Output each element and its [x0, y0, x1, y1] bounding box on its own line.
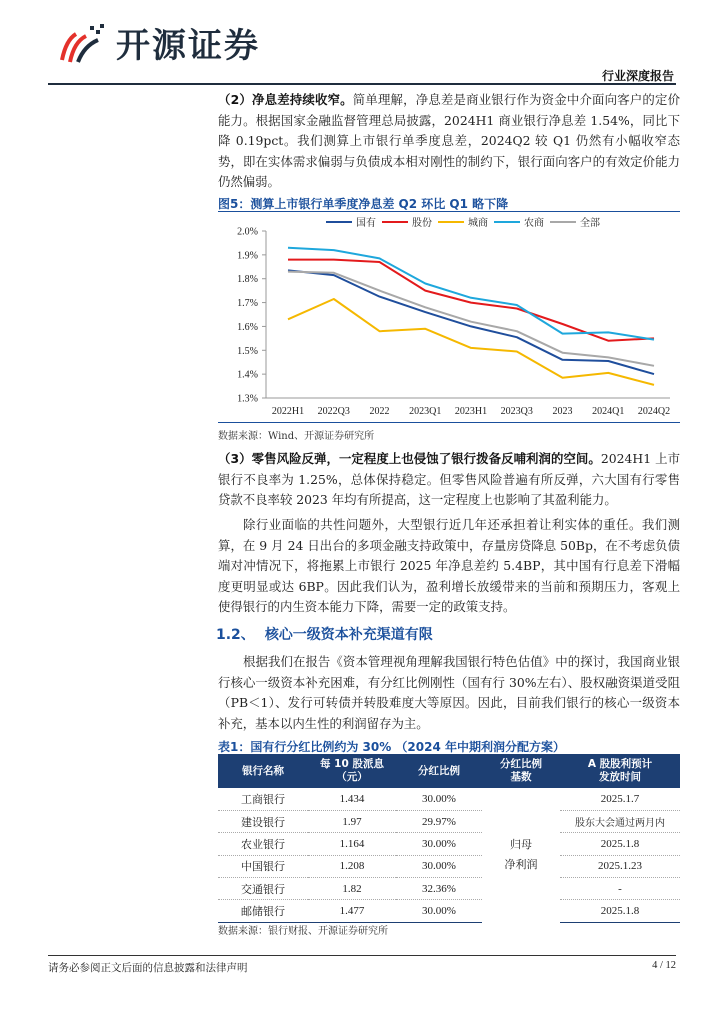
- legend-label: 国有: [356, 218, 376, 229]
- cell-dividend: 1.434: [308, 788, 396, 810]
- chart-legend: [326, 216, 600, 229]
- x-tick-label: 2022H1: [271, 406, 305, 417]
- header-ratio: 分红比例: [396, 754, 482, 788]
- cell-ratio: 30.00%: [396, 855, 482, 877]
- cell-bank: 农业银行: [218, 833, 308, 855]
- cell-bank: 邮储银行: [218, 900, 308, 922]
- cell-ratio: 32.36%: [396, 878, 482, 900]
- table-header-row: [218, 754, 680, 788]
- table-row: [218, 810, 680, 832]
- x-tick-label: 2023Q1: [409, 406, 442, 417]
- cell-base: 归母 净利润: [504, 838, 538, 872]
- cell-date: 2025.1.7: [560, 788, 680, 810]
- y-tick-label: 1.6%: [237, 321, 258, 333]
- y-tick-label: 1.5%: [237, 345, 258, 357]
- cell-bank: 工商银行: [218, 788, 308, 810]
- x-tick-label: 2024Q2: [637, 406, 671, 417]
- cell-date: 2025.1.8: [560, 900, 680, 922]
- y-tick-label: 2.0%: [237, 226, 258, 238]
- legend-label: 股份: [412, 218, 432, 229]
- table-row: [218, 855, 680, 877]
- legend-label: 城商: [468, 218, 488, 229]
- section-title: 核心一级资本补充渠道有限: [264, 627, 433, 643]
- legend-label: 农商: [524, 218, 544, 229]
- paragraph-net-interest-margin: [218, 90, 680, 193]
- cell-ratio: 30.00%: [396, 788, 482, 810]
- cell-bank: 交通银行: [218, 878, 308, 900]
- cell-date: -: [560, 878, 680, 900]
- footer-disclaimer: 请务必参阅正文后面的信息披露和法律声明: [48, 962, 248, 974]
- y-tick-label: 1.3%: [237, 393, 258, 405]
- cell-ratio: 30.00%: [396, 833, 482, 855]
- nim-line-chart: [218, 210, 680, 420]
- x-tick-label: 2022Q3: [317, 406, 350, 417]
- series-line-股份: [288, 260, 654, 341]
- cell-date: 2025.1.23: [560, 855, 680, 877]
- page-number: 4 / 12: [652, 960, 676, 971]
- header-base: 分红比例 基数: [482, 754, 560, 788]
- company-logo-icon: [56, 20, 110, 66]
- paragraph-heading: （3）零售风险反弹，一定程度上也侵蚀了银行拨备反哺利润的空间。: [218, 451, 601, 466]
- table-title: 表1：国有行分红比例约为 30% （2024 年中期利润分配方案）: [218, 740, 566, 754]
- section-number: 1.2、: [216, 627, 255, 643]
- cell-dividend: 1.477: [308, 900, 396, 922]
- table-row: [218, 878, 680, 900]
- paragraph-heading: （2）净息差持续收窄。: [218, 92, 353, 107]
- paragraph-large-banks: 除行业面临的共性问题外，大型银行近几年还承担着让利实体的重任。我们测算，在 9 月 24 日出台的多项金融支持政策中，存量房贷降息 50Bp，在不考虑负债端对冲情况下，将拖累上市银行 2025 年净息差约 5.4BP，其中国有行息差下滑幅度更明显或达 6BP。因此我们认为，盈利增长放缓带来的当前和预期压力，客观上使得银行的内生资本能力下降，需要一定的政策支持。: [218, 517, 680, 615]
- paragraph-text: 2024H1 上市银行不良率为 1.25%，总体保持稳定。但零售风险普遍有所反弹，六大国有行零售贷款不良率较 2023 年均有所提高，这一定程度上也影响了其盈利能力。: [218, 451, 680, 508]
- y-tick-label: 1.4%: [237, 369, 258, 381]
- cell-dividend: 1.82: [308, 878, 396, 900]
- chart-series: [288, 248, 654, 385]
- footer-divider: [48, 955, 676, 956]
- header-bank: 银行名称: [218, 754, 308, 788]
- y-tick-label: 1.9%: [237, 250, 258, 262]
- x-tick-label: 2023Q3: [500, 406, 533, 417]
- figure-bottom-rule: [218, 422, 680, 423]
- x-tick-label: 2022: [369, 406, 390, 417]
- cell-ratio: 30.00%: [396, 900, 482, 922]
- series-line-全部: [288, 272, 654, 366]
- paragraph-retail-risk: [218, 449, 680, 511]
- company-name: 开源证券: [116, 26, 260, 66]
- report-type: 行业深度报告: [601, 69, 674, 83]
- cell-dividend: 1.164: [308, 833, 396, 855]
- cell-dividend: 1.97: [308, 810, 396, 832]
- figure-title: 图5：测算上市银行单季度净息差 Q2 环比 Q1 略下降: [218, 197, 509, 211]
- x-tick-label: 2023: [552, 406, 573, 417]
- header-payment-date: A 股股利预计 发放时间: [560, 754, 680, 788]
- series-line-城商: [288, 299, 654, 385]
- cell-date: 股东大会通过两月内: [560, 810, 680, 832]
- y-tick-label: 1.8%: [237, 274, 258, 286]
- table-row: [218, 833, 680, 855]
- legend-label: 全部: [580, 218, 600, 229]
- table-source: 数据来源：银行财报、开源证券研究所: [218, 926, 388, 937]
- company-logo: [56, 18, 260, 67]
- header-dividend: 每 10 股派息 （元）: [308, 754, 396, 788]
- table-row: [218, 900, 680, 922]
- paragraph-capital-replenishment: 根据我们在报告《资本管理视角理解我国银行特色估值》中的探讨，我国商业银行核心一级资本补充困难，有分红比例刚性（国有行 30%左右）、股权融资渠道受阻（PB＜1）、发行可转债并转股难度大等原因。因此，目前我们银行的核心一级资本补充，基本以内生性的利润留存为主。: [218, 654, 680, 731]
- cell-dividend: 1.208: [308, 855, 396, 877]
- figure-source: 数据来源：Wind、开源证券研究所: [218, 431, 375, 442]
- dividend-table: [218, 754, 680, 923]
- x-tick-label: 2024Q1: [592, 406, 625, 417]
- cell-ratio: 29.97%: [396, 810, 482, 832]
- cell-bank: 建设银行: [218, 810, 308, 832]
- y-tick-label: 1.7%: [237, 298, 258, 310]
- cell-date: 2025.1.8: [560, 833, 680, 855]
- section-heading: [216, 624, 433, 644]
- x-tick-label: 2023H1: [454, 406, 488, 417]
- header-divider: [48, 83, 676, 85]
- table-row: [218, 788, 680, 810]
- paragraph-text: 简单理解，净息差是商业银行作为资金中介面向客户的定价能力。根据国家金融监督管理总局披露，2024H1 商业银行净息差 1.54%，同比下降 0.19pct。我们测算上市银行单季度息差，2024Q2 较 Q1 仍然有小幅收窄态势，即在实体需求偏弱与负债成本相对刚性的制约下，银行面向客户的有效定价能力仍然偏弱。: [218, 92, 680, 190]
- cell-bank: 中国银行: [218, 855, 308, 877]
